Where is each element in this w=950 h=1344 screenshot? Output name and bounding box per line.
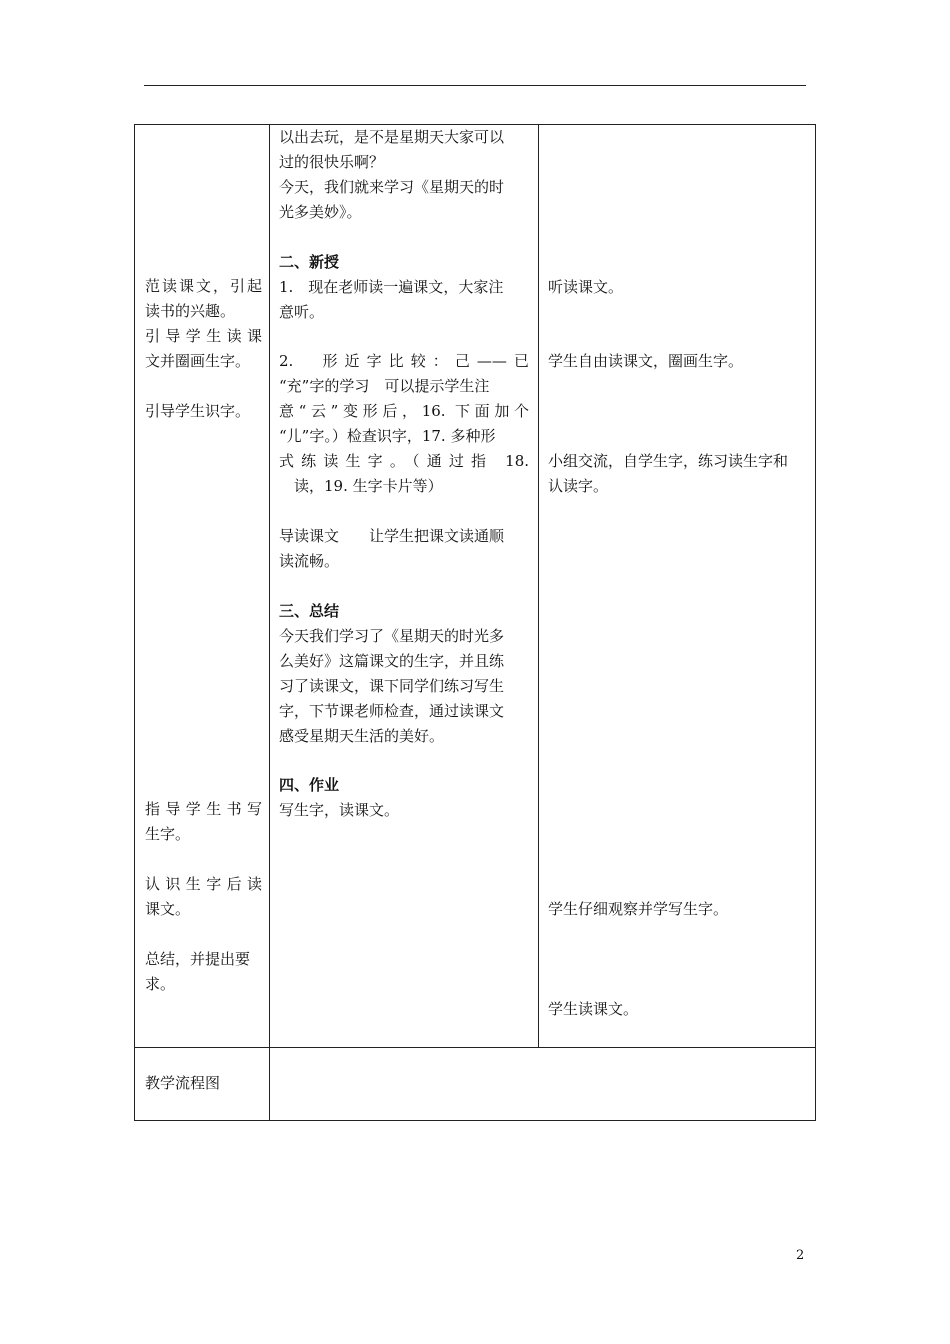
flowchart-label: 教学流程图 [145,1074,221,1092]
mid-line-18: 习了读课文，课下同学们练习写生 [279,677,505,695]
mid-line-2: 今天，我们就来学习《星期天的时 [279,178,505,196]
left-line-6: 生字。 [145,825,191,843]
mid-line-20: 感受星期天生活的美好。 [279,727,445,745]
row-divider [134,1047,816,1048]
mid-line-9: 意“云”变形后，16. 下面加个 [279,402,529,420]
mid-line-0: 以出去玩，是不是星期天大家可以 [279,128,505,146]
left-line-10: 求。 [145,975,176,993]
mid-line-14: 读流畅。 [279,552,340,570]
left-line-1: 读书的兴趣。 [145,302,236,320]
right-line-3: 认读字。 [548,477,609,495]
right-line-5: 学生读课文。 [548,1000,639,1018]
left-line-3: 文并圈画生字。 [145,352,251,370]
right-line-2: 小组交流，自学生字，练习读生字和 [548,452,789,470]
header-rule [144,85,806,86]
left-line-8: 课文。 [145,900,191,918]
page-number: 2 [796,1248,805,1263]
mid-line-5: 1. 现在老师读一遍课文，大家注 [279,278,504,296]
left-line-0: 范读课文，引起 [145,277,262,295]
right-line-4: 学生仔细观察并学写生字。 [548,900,729,918]
section-heading-summary: 三、总结 [279,602,340,620]
left-line-5: 指导学生书写 [145,800,262,818]
mid-line-17: 么美好》这篇课文的生字，并且练 [279,652,505,670]
left-line-4: 引导学生识字。 [145,402,251,420]
right-line-1: 学生自由读课文，圈画生字。 [548,352,744,370]
mid-line-22: 写生字，读课文。 [279,801,400,819]
section-heading-new: 二、新授 [279,253,340,271]
mid-line-11: 式练读生字。（通过指 18. [279,452,529,470]
mid-line-19: 字，下节课老师检查，通过读课文 [279,702,505,720]
mid-line-3: 光多美妙》。 [279,203,362,221]
mid-line-8: “充”字的学习 可以提示学生注 [279,377,490,395]
right-line-0: 听读课文。 [548,278,624,296]
mid-line-1: 过的很快乐啊？ [279,153,385,171]
mid-line-6: 意听。 [279,303,325,321]
col-divider-2 [538,124,539,1047]
mid-line-16: 今天我们学习了《星期天的时光多 [279,627,505,645]
section-heading-homework: 四、作业 [279,776,340,794]
mid-line-13: 导读课文 让学生把课文读通顺 [279,527,505,545]
left-line-2: 引导学生读课 [145,327,262,345]
mid-line-12: 读，19. 生字卡片等） [279,477,443,495]
col-divider-1 [269,124,270,1121]
mid-line-7: 2. 形近字比较：己——已 [279,352,529,370]
mid-line-10: “儿”字。）检查识字，17. 多种形 [279,427,496,445]
left-line-7: 认识生字后读 [145,875,262,893]
left-line-9: 总结，并提出要 [145,950,251,968]
